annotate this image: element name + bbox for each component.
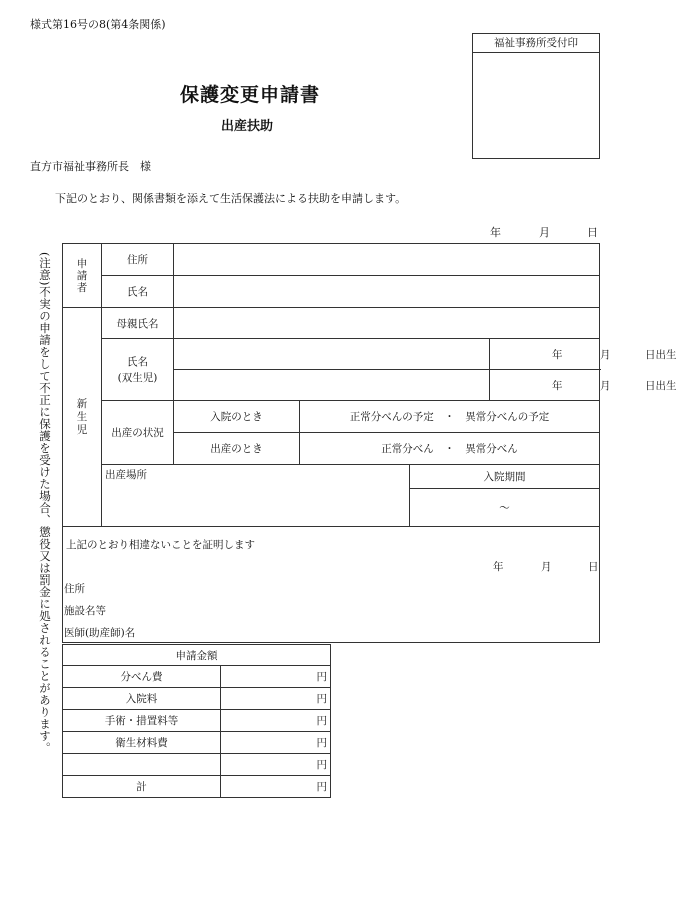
stay-period-tilde: ～: [499, 502, 510, 514]
newborn-section-label: 新生児: [76, 397, 88, 436]
birth-date-2[interactable]: [490, 370, 677, 401]
date-month-label: 月: [539, 226, 550, 239]
newborn-name-field-1[interactable]: [174, 339, 490, 370]
applicant-section-cell: [63, 244, 102, 308]
cert-date-month: 月: [541, 561, 552, 573]
form-number: 様式第16号の8(第4条関係): [30, 18, 166, 31]
document-subtitle: 出産扶助: [221, 119, 274, 134]
birth-month-label: 月: [600, 380, 611, 392]
birth-day-label: 日出生: [645, 349, 677, 361]
newborn-section-cell: [63, 308, 102, 527]
document-title: 保護変更申請書: [180, 84, 321, 106]
amounts-header: 申請金額: [63, 645, 331, 666]
yen-unit: 円: [316, 715, 327, 727]
birth-place-field[interactable]: [102, 465, 410, 527]
intro-text: 下記のとおり、関係書類を添えて生活保護法による扶助を申請します。: [55, 192, 407, 205]
stamp-box-label: 福祉事務所受付印: [473, 34, 599, 53]
amount-field[interactable]: [221, 710, 331, 732]
applicant-name-label: 氏名: [102, 276, 174, 308]
cert-facility-label: 施設名等: [64, 605, 106, 617]
newborn-name-label: 氏名: [127, 355, 148, 368]
certification-cell: [63, 527, 600, 643]
yen-unit: 円: [316, 671, 327, 683]
amount-field[interactable]: [221, 666, 331, 688]
applicant-address-field[interactable]: [174, 244, 600, 276]
caution-note: (注意)不実の申請をして不正に保護を受けた場合、懲役又は罰金に処されることがあります。: [38, 252, 52, 754]
amount-row-label: 入院料: [63, 688, 221, 710]
delivery-label: 出産のとき: [174, 433, 300, 465]
amount-total-label: 計: [63, 776, 221, 798]
yen-unit: 円: [316, 781, 327, 793]
newborn-name-label-cell: [102, 339, 174, 401]
applicant-name-field[interactable]: [174, 276, 600, 308]
admission-label: 入院のとき: [174, 401, 300, 433]
addressee: 直方市福祉事務所長 様: [30, 160, 151, 173]
amount-field[interactable]: [221, 754, 331, 776]
stay-period-field[interactable]: [410, 489, 600, 527]
amount-field[interactable]: [221, 688, 331, 710]
certification-statement: 上記のとおり相違ないことを証明します: [66, 539, 255, 551]
birth-year-label: 年: [552, 380, 563, 392]
cert-address-label: 住所: [64, 583, 85, 595]
amount-row-label: 手術・措置料等: [63, 710, 221, 732]
twins-label: (双生児): [117, 371, 158, 384]
amounts-table: [62, 644, 331, 798]
birth-month-label: 月: [600, 349, 611, 361]
date-year-label: 年: [490, 226, 501, 239]
applicant-address-label: 住所: [102, 244, 174, 276]
birth-date-1[interactable]: [490, 339, 677, 370]
cert-doctor-label: 医師(助産師)名: [64, 627, 136, 639]
date-day-label: 日: [587, 226, 598, 239]
cert-date-day: 日: [588, 561, 599, 573]
birth-year-label: 年: [552, 349, 563, 361]
main-form-table: [62, 243, 677, 643]
birth-place-label: 出産場所: [105, 469, 147, 481]
cert-date-year: 年: [493, 561, 504, 573]
delivery-options[interactable]: 正常分べん ・ 異常分べん: [300, 433, 600, 465]
birth-day-label: 日出生: [645, 380, 677, 392]
birth-status-label: 出産の状況: [102, 401, 174, 465]
reception-stamp-box: [472, 33, 600, 159]
amount-field[interactable]: [221, 732, 331, 754]
stay-period-label: 入院期間: [410, 465, 600, 489]
amount-row-label: 衛生材料費: [63, 732, 221, 754]
applicant-section-label: 申請者: [76, 257, 88, 294]
mother-name-label: 母親氏名: [102, 308, 174, 339]
yen-unit: 円: [316, 737, 327, 749]
mother-name-field[interactable]: [174, 308, 600, 339]
admission-options[interactable]: 正常分べんの予定 ・ 異常分べんの予定: [300, 401, 600, 433]
yen-unit: 円: [316, 693, 327, 705]
amount-total-field[interactable]: [221, 776, 331, 798]
yen-unit: 円: [316, 759, 327, 771]
amount-row-label[interactable]: [63, 754, 221, 776]
newborn-name-field-2[interactable]: [174, 370, 490, 401]
amount-row-label: 分べん費: [63, 666, 221, 688]
